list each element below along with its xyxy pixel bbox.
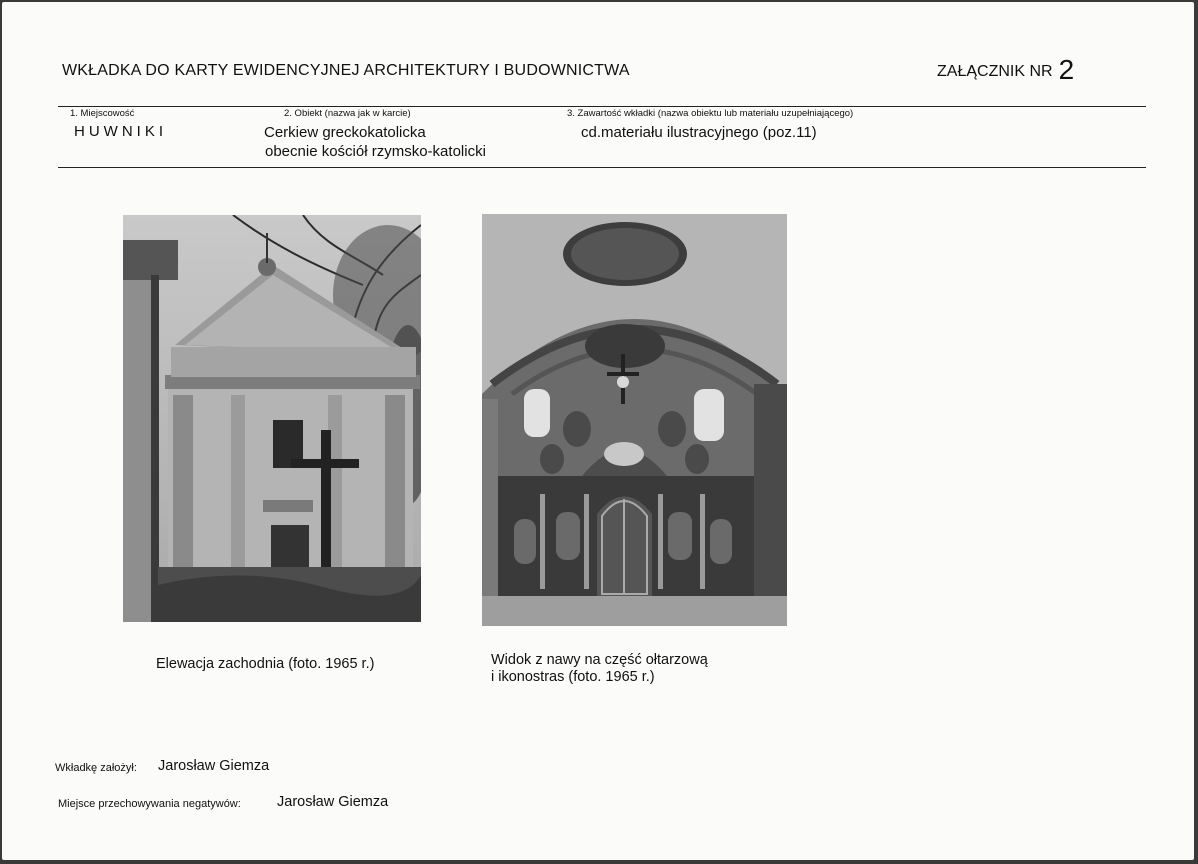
photo-west-elevation [123, 215, 421, 622]
storage-value: Jarosław Giemza [277, 794, 389, 810]
founder-value: Jarosław Giemza [158, 758, 270, 774]
photo-caption-interior-line2: i ikonostras (foto. 1965 r.) [491, 669, 655, 685]
header-rule-top [58, 106, 1146, 107]
photo-caption-west-elevation: Elewacja zachodnia (foto. 1965 r.) [156, 656, 375, 672]
object-label: 2. Obiekt (nazwa jak w karcie) [284, 108, 411, 119]
founder-label: Wkładkę założył: [55, 762, 137, 774]
annex-label: ZAŁĄCZNIK NR [937, 63, 1053, 80]
storage-label: Miejsce przechowywania negatywów: [58, 798, 241, 810]
photo-caption-interior-line1: Widok z nawy na część ołtarzową [491, 652, 708, 668]
annex-indicator [937, 54, 1074, 86]
document-title: WKŁADKA DO KARTY EWIDENCYJNEJ ARCHITEKTURY I BUDOWNICTWA [62, 62, 630, 79]
photo-interior-iconostasis [482, 214, 787, 626]
locality-label: 1. Miejscowość [70, 108, 135, 119]
locality-value: HUWNIKI [74, 123, 167, 140]
header-rule-bottom [58, 167, 1146, 168]
object-value-line2: obecnie kościół rzymsko-katolicki [265, 143, 486, 160]
contents-value: cd.materiału ilustracyjnego (poz.11) [581, 124, 817, 141]
contents-label: 3. Zawartość wkładki (nazwa obiektu lub materiału uzupełniającego) [567, 108, 854, 119]
annex-number: 2 [1058, 54, 1075, 85]
record-sheet [2, 2, 1194, 860]
object-value-line1: Cerkiew greckokatolicka [264, 124, 426, 141]
